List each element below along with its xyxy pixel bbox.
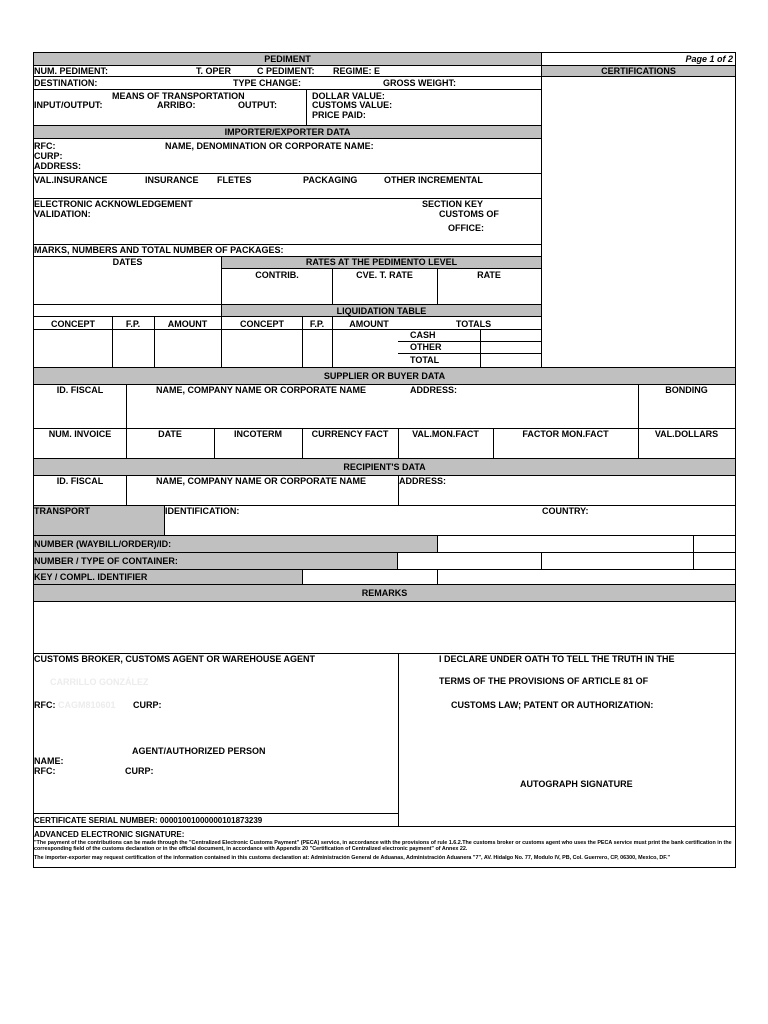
means-transport-label: MEANS OF TRANSPORTATION [112,91,245,101]
divider [541,76,736,77]
customs-of-label: CUSTOMS OF [439,209,499,219]
price-paid-label: PRICE PAID: [312,110,366,120]
identification-label: IDENTIFICATION: [165,506,240,516]
declare-line-3: CUSTOMS LAW; PATENT OR AUTHORIZATION: [451,700,654,710]
val-insurance-label: VAL.INSURANCE [34,175,108,185]
declare-line-2: TERMS OF THE PROVISIONS OF ARTICLE 81 OF [439,676,649,686]
output-label: OUTPUT: [238,100,277,110]
divider [693,552,694,569]
other-label: OTHER [410,342,442,352]
divider [398,353,541,354]
gross-weight-label: GROSS WEIGHT: [383,78,457,88]
dollar-value-label: DOLLAR VALUE: [312,91,385,101]
divider [126,384,127,428]
electronic-ack-label: ELECTRONIC ACKNOWLEDGEMENT [34,199,193,209]
importer-curp-label: CURP: [34,151,63,161]
certifications-title: CERTIFICATIONS [601,66,676,76]
divider [693,535,694,552]
customs-value-label: CUSTOMS VALUE: [312,100,393,110]
other-incremental-label: OTHER INCREMENTAL [384,175,483,185]
pediment-title: PEDIMENT [264,54,311,64]
recipient-id-fiscal: ID. FISCAL [56,476,104,486]
t-oper-label: T. OPER [196,66,232,76]
cve-rate-label: CVE. T. RATE [356,270,413,280]
certificate-serial: CERTIFICATE SERIAL NUMBER: 00001001000000101873239 [34,816,263,825]
agent-rfc-label: RFC: [34,766,56,776]
agent-title: AGENT/AUTHORIZED PERSON [132,746,266,756]
divider [302,569,303,584]
bonding-label: BONDING [665,385,708,395]
num-pediment-label: NUM. PEDIMENT: [34,66,108,76]
divider [397,552,398,569]
importer-rfc-label: RFC: [34,141,56,151]
insurance-label: INSURANCE [145,175,199,185]
divider [398,428,399,458]
liq-col-fp: F.P. [125,319,141,329]
liq-col-concept: CONCEPT [50,319,95,329]
agent-curp-label: CURP: [125,766,154,776]
divider [302,316,303,368]
divider [33,76,541,77]
broker-rfc-label: RFC: [34,700,56,710]
val-mon-fact-label: VAL.MON.FACT [412,429,479,439]
divider [33,173,541,174]
divider [493,428,494,458]
divider [33,475,736,476]
val-dollars-label: VAL.DOLLARS [654,429,719,439]
divider [398,653,399,826]
key-label: KEY / COMPL. IDENTIFIER [34,572,148,582]
date-label: DATE [158,429,182,439]
total-label: TOTAL [410,355,440,365]
divider [112,316,113,368]
divider [126,428,127,458]
container-label: NUMBER / TYPE OF CONTAINER: [34,556,178,566]
regime-label: REGIME: E [333,66,381,76]
type-change-label: TYPE CHANGE: [233,78,302,88]
importer-address-label: ADDRESS: [34,161,82,171]
footer-note-2: The importer-exporter may request certification of the information contained in this customs declaration at: Administración General de Aduanas, Administración Aduanera "7", AV. Hidalgo No. 77, Modulo IV, PB, Col. Guerrero, CP, 06300, Mexico, DF." [34,855,671,861]
fletes-label: FLETES [217,175,252,185]
supplier-name-label: NAME, COMPANY NAME OR CORPORATE NAME [156,385,367,395]
input-output-label: INPUT/OUTPUT: [34,100,103,110]
divider [398,475,399,505]
num-invoice-label: NUM. INVOICE [48,429,112,439]
liq-col-amount2: AMOUNT [349,319,389,329]
divider [33,601,736,602]
supplier-title: SUPPLIER OR BUYER DATA [323,371,446,381]
broker-title: CUSTOMS BROKER, CUSTOMS AGENT OR WAREHOUSE AGENT [34,654,316,664]
recipient-address-label: ADDRESS: [399,476,447,486]
marks-label: MARKS, NUMBERS AND TOTAL NUMBER OF PACKAGES: [34,245,284,255]
divider [221,268,541,269]
importer-title: IMPORTER/EXPORTER DATA [224,127,351,137]
rates-title: RATES AT THE PEDIMENTO LEVEL [305,257,458,267]
broker-rfc-value: CAGM810601 [58,700,116,710]
divider [154,316,155,368]
liq-col-concept2: CONCEPT [239,319,284,329]
recipient-name-label: NAME, COMPANY NAME OR CORPORATE NAME [156,476,367,486]
arribo-label: ARRIBO: [157,100,196,110]
transport-label: TRANSPORT [34,506,90,516]
advanced-signature-label: ADVANCED ELECTRONIC SIGNATURE: [34,830,185,839]
right-column-divider [541,52,542,368]
incoterm-label: INCOTERM [234,429,282,439]
liq-col-fp2: F.P. [309,319,325,329]
page-indicator: Page 1 of 2 [685,54,733,64]
divider [33,384,736,385]
recipient-title: RECIPIENT'S DATA [343,462,426,472]
destination-label: DESTINATION: [34,78,98,88]
divider [302,428,303,458]
footer-note-1: "The payment of the contributions can be made through the "Centralized Electronic Customs Payment" (PECA) service, in accordance with the provisions of rule 1.6.2.The customs broker or customs agent who uses the PECA service must print the bank certification in the corresponding field of the customs declaration or in the official document, in accordance with Appendix 20 "Certification of Centralized electronic payment" of Annex 22. [34,840,732,853]
section-key-label: SECTION KEY [422,199,484,209]
office-label: OFFICE: [448,223,484,233]
divider [437,268,438,304]
liquidation-title: LIQUIDATION TABLE [336,306,427,316]
divider [33,826,736,827]
autograph-label: AUTOGRAPH SIGNATURE [520,779,633,789]
waybill-label: NUMBER (WAYBILL/ORDER)/ID: [34,539,172,549]
factor-mon-fact-label: FACTOR MON.FACT [522,429,609,439]
remarks-title: REMARKS [361,588,408,598]
supplier-id-fiscal: ID. FISCAL [56,385,104,395]
divider [332,268,333,304]
divider [480,329,481,368]
c-pediment-label: C PEDIMENT: [257,66,315,76]
divider [638,428,639,458]
divider [541,552,542,569]
packaging-label: PACKAGING [303,175,358,185]
cash-label: CASH [410,330,436,340]
agent-name-label: NAME: [34,756,64,766]
divider [33,316,541,317]
divider [33,89,541,90]
country-label: COUNTRY: [542,506,589,516]
dates-label: DATES [112,257,143,267]
contrib-label: CONTRIB. [255,270,299,280]
divider [638,384,639,428]
broker-curp-label: CURP: [133,700,162,710]
liq-col-totals: TOTALS [455,319,492,329]
currency-fact-label: CURRENCY FACT [311,429,389,439]
divider [332,316,333,368]
divider [33,329,541,330]
divider [214,428,215,458]
divider [126,475,127,505]
declare-line-1: I DECLARE UNDER OATH TO TELL THE TRUTH IN THE [439,654,675,664]
divider [33,813,399,814]
validation-label: VALIDATION: [34,209,91,219]
broker-name: CARRILLO GONZÁLEZ [50,677,149,687]
divider [33,138,541,139]
divider [437,569,438,584]
divider [306,89,307,125]
divider [437,535,438,552]
supplier-address-label: ADDRESS: [410,385,458,395]
liq-col-amount: AMOUNT [167,319,208,329]
rate-label: RATE [477,270,501,280]
importer-name-label: NAME, DENOMINATION OR CORPORATE NAME: [165,141,374,151]
